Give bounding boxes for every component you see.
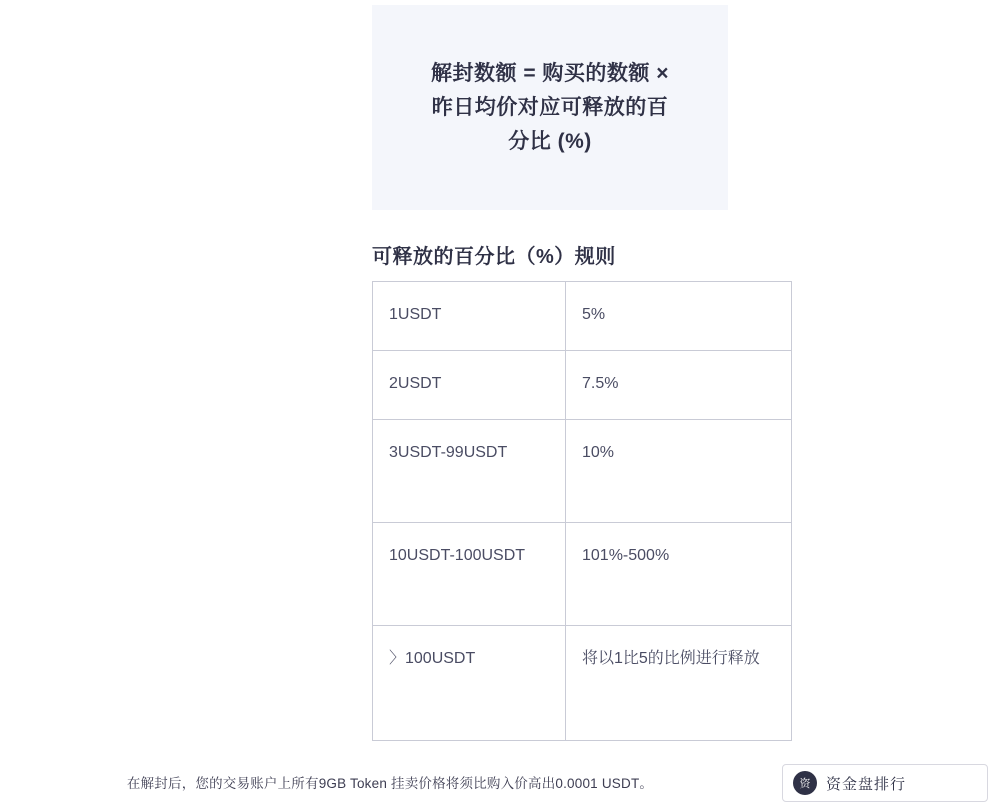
percent-cell: 5% <box>566 282 792 351</box>
percent-cell: 7.5% <box>566 351 792 420</box>
account-badge <box>782 764 988 802</box>
amount-cell: 3USDT-99USDT <box>373 420 566 523</box>
amount-cell: 〉100USDT <box>373 626 566 741</box>
account-name: 资金盘排行 <box>826 775 907 793</box>
release-percentage-table <box>372 281 792 741</box>
footer-note: 在解封后，您的交易账户上所有9GB Token 挂卖价格将须比购入价高出0.0001 USDT。 <box>126 776 654 791</box>
table-row <box>373 282 792 351</box>
percent-cell: 10% <box>566 420 792 523</box>
amount-cell: 1USDT <box>373 282 566 351</box>
formula-callout <box>372 5 728 210</box>
table-row <box>373 351 792 420</box>
page-title: 可释放的百分比（%）规则 <box>372 246 616 268</box>
table-row <box>373 420 792 523</box>
avatar: 资 <box>793 771 817 795</box>
percent-cell: 101%-500% <box>566 523 792 626</box>
table-row <box>373 523 792 626</box>
percent-cell: 将以1比5的比例进行释放 <box>566 626 792 741</box>
formula-text: 解封数额 = 购买的数额 × 昨日均价对应可释放的百分比 (%) <box>430 61 670 153</box>
amount-cell: 2USDT <box>373 351 566 420</box>
amount-cell: 10USDT-100USDT <box>373 523 566 626</box>
table-row <box>373 626 792 741</box>
